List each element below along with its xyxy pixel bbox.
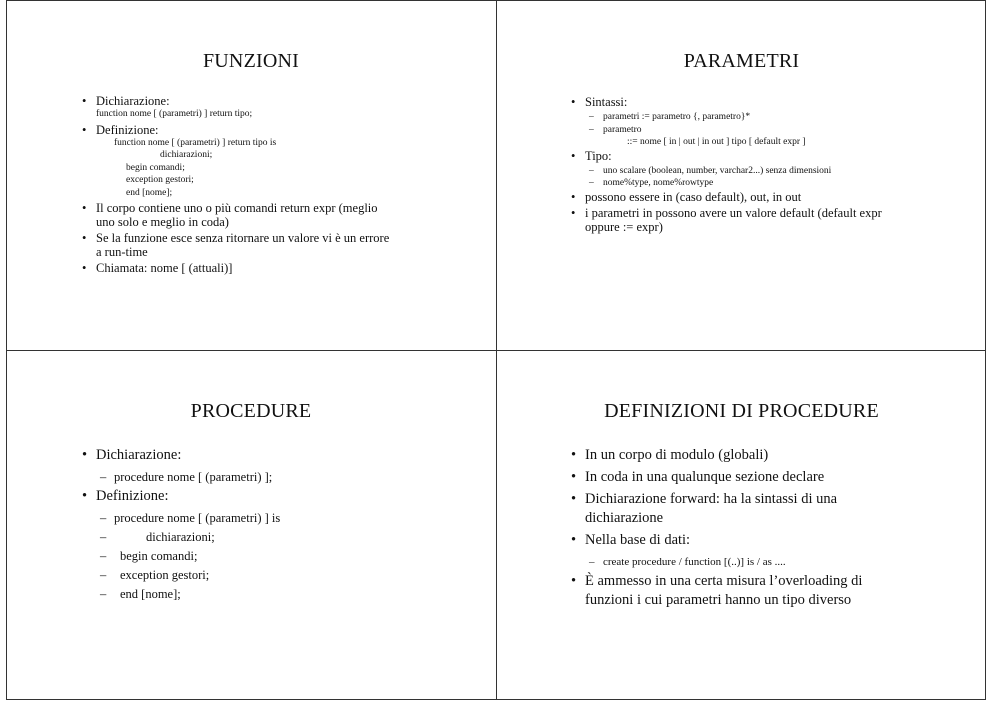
sub-item: – uno scalare (boolean, number, varchar2...) senza dimensioni [569, 165, 939, 178]
bullet-item: • Definizione: function nome [ (parametri) ] return tipo is dichiarazioni; begin comandi; exception gestori; end [nome]; [80, 123, 440, 200]
sub-item: – begin comandi; [80, 547, 460, 566]
bullet-item: • Chiamata: nome [ (attuali)] [80, 261, 440, 275]
slide-body [80, 94, 440, 277]
code-line: dichiarazioni; [160, 150, 213, 160]
slide-parametri [497, 0, 986, 350]
code-line: begin comandi; [126, 162, 185, 173]
bullet-item: • Dichiarazione forward: ha la sintassi di una dichiarazione [569, 490, 949, 528]
bullet-item: • In un corpo di modulo (globali) [569, 446, 949, 465]
sub-item: – parametri := parametro {, parametro}* [569, 111, 939, 124]
code-line: end [nome]; [126, 187, 173, 198]
bullet-item: • In coda in una qualunque sezione declare [569, 468, 949, 487]
slide-body [80, 446, 460, 604]
slide-funzioni [6, 0, 496, 350]
sub-item: – exception gestori; [80, 566, 460, 585]
bullet-item: • Tipo: [569, 149, 939, 163]
code-line: function nome [ (parametri) ] return tipo; [96, 109, 253, 119]
slide-body [569, 446, 949, 613]
bullet-item: • Se la funzione esce senza ritornare un valore vi è un errore a run-time [80, 231, 440, 259]
bullet-item: • Nella base di dati: [569, 531, 949, 550]
slide-procedure [6, 351, 496, 700]
bullet-item: • È ammesso in una certa misura l’overloading di funzioni i cui parametri hanno un tipo diverso [569, 572, 949, 610]
slide-title: FUNZIONI [202, 50, 300, 72]
sub-item: – procedure nome [ (parametri) ] is [80, 509, 460, 528]
bullet-item: • possono essere in (caso default), out, in out [569, 190, 939, 204]
code-line: function nome [ (parametri) ] return tipo is [114, 137, 277, 148]
sub-item: – create procedure / function [(..)] is / as .... [569, 553, 949, 572]
bullet-item: • Dichiarazione: [80, 446, 460, 465]
code-line: exception gestori; [126, 175, 194, 185]
slide-body [569, 95, 939, 236]
sub-item: – nome%type, nome%rowtype [569, 177, 939, 190]
slide-title: PROCEDURE [190, 400, 312, 422]
bullet-item: • Sintassi: [569, 95, 939, 109]
sub-item: – end [nome]; [80, 585, 460, 604]
bullet-item: • Dichiarazione: function nome [ (parametri) ] return tipo; [80, 94, 440, 121]
bullet-item: • i parametri in possono avere un valore default (default expr oppure := expr) [569, 206, 939, 234]
code-line: ::= nome [ in | out | in out ] tipo [ default expr ] [627, 137, 806, 147]
slide-definizioni-di-procedure [497, 351, 986, 700]
sub-item: – parametro [569, 124, 939, 137]
slide-title: DEFINIZIONI DI PROCEDURE [604, 400, 879, 422]
slide-title: PARAMETRI [683, 50, 800, 72]
sub-item: – dichiarazioni; [80, 528, 460, 547]
bullet-item: • Definizione: [80, 487, 460, 506]
bullet-item: • Il corpo contiene uno o più comandi return expr (meglio uno solo e meglio in coda) [80, 201, 440, 229]
sub-item: – procedure nome [ (parametri) ]; [80, 468, 460, 487]
